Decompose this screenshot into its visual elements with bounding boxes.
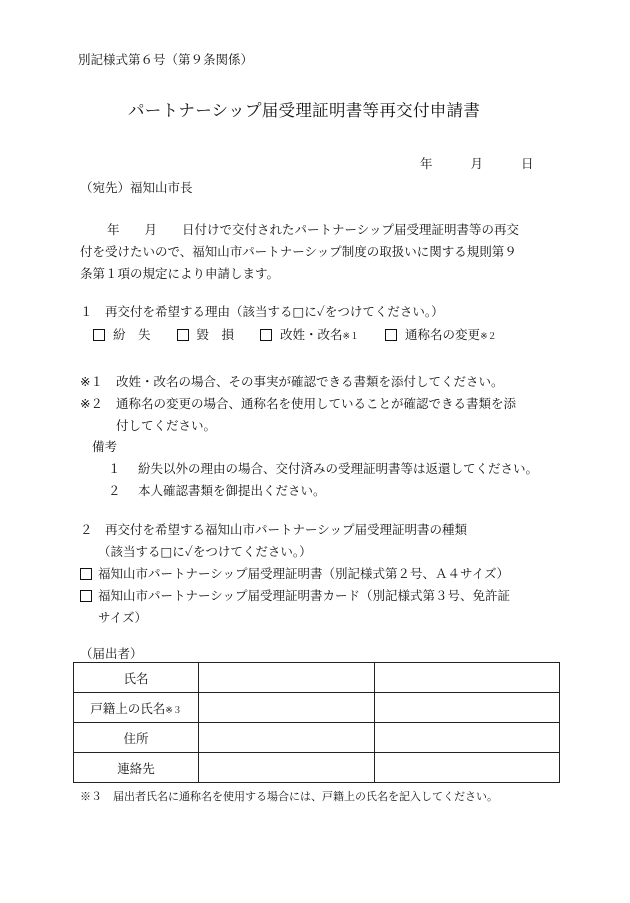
note-mark: ※２ (80, 396, 103, 411)
reason-option-name-change[interactable] (260, 329, 359, 342)
remarks-label: 備考 (92, 439, 118, 454)
table-row (74, 693, 560, 723)
note-text: 通称名の変更の場合、通称名を使用していることが確認できる書類を添 (116, 396, 517, 411)
date-month: 月 (470, 156, 484, 171)
form-number: 別記様式第６号（第９条関係） (78, 52, 254, 67)
remarks-block (92, 436, 538, 502)
checkbox-icon[interactable] (80, 568, 92, 580)
registered-name-cell-2[interactable] (375, 693, 560, 723)
date-day: 日 (521, 156, 534, 171)
reason-label: 紛 失 (113, 327, 151, 342)
cert-option-text: 福知山市パートナーシップ届受理証明書（別記様式第２号、Ａ４サイズ） (98, 566, 510, 581)
notifier-table (73, 662, 560, 783)
note-1 (80, 371, 516, 393)
note-text: 改姓・改名の場合、その事実が確認できる書類を添付してください。 (116, 374, 504, 389)
checkbox-icon[interactable] (260, 329, 272, 341)
certificate-type-options (80, 563, 510, 629)
row-label-registered-name: 戸籍上の氏名※３ (74, 693, 199, 723)
note-2 (80, 393, 516, 415)
remark-1 (92, 458, 538, 480)
body-line-1: 年 月 日付けで交付されたパートナーシップ届受理証明書等の再交 (107, 222, 520, 237)
reason-note: ※２ (480, 332, 497, 342)
table-row (74, 723, 560, 753)
section2-heading-block (80, 519, 467, 563)
remark-text: 紛失以外の理由の場合、交付済みの受理証明書等は返還してください。 (138, 461, 539, 476)
reason-option-lost[interactable] (93, 329, 151, 342)
reason-label: 改姓・改名 (280, 327, 343, 342)
date-year: 年 (420, 156, 433, 171)
date-line (420, 158, 534, 171)
cert-option-card-continued: サイズ） (98, 610, 148, 625)
table-row (74, 753, 560, 783)
notes-block (80, 371, 516, 437)
row-label-contact: 連絡先 (74, 753, 199, 783)
name-cell-2[interactable] (375, 663, 560, 693)
row-label-note: ※３ (165, 705, 182, 716)
reason-option-alias-change[interactable] (385, 329, 497, 342)
footnote: ※３ 届出者氏名に通称名を使用する場合には、戸籍上の氏名を記入してください。 (80, 790, 498, 803)
checkbox-icon[interactable] (80, 590, 92, 602)
remark-num: １ (108, 461, 121, 476)
reason-options (93, 329, 519, 342)
section1-heading: １ 再交付を希望する理由（該当する□に✓をつけてください。） (80, 304, 444, 319)
contact-cell-2[interactable] (375, 753, 560, 783)
note-mark: ※１ (80, 374, 103, 389)
addressee: （宛先）福知山市長 (80, 180, 193, 195)
remark-2 (92, 480, 538, 502)
checkbox-icon[interactable] (93, 329, 105, 341)
cert-option-card[interactable] (80, 585, 510, 607)
registered-name-cell-1[interactable] (199, 693, 375, 723)
cert-option-text: 福知山市パートナーシップ届受理証明書カード（別記様式第３号、免許証 (98, 588, 511, 603)
address-cell-2[interactable] (375, 723, 560, 753)
reason-option-damaged[interactable] (177, 329, 235, 342)
section2-subheading: （該当する□に✓をつけてください。） (98, 544, 312, 559)
table-row (74, 663, 560, 693)
body-paragraph (80, 219, 560, 285)
body-line-2: 付を受けたいので、福知山市パートナーシップ制度の取扱いに関する規則第９ (80, 244, 517, 259)
body-line-3: 条第１項の規定により申請します。 (80, 266, 280, 281)
checkbox-icon[interactable] (385, 329, 397, 341)
notifier-label: （届出者） (80, 646, 143, 661)
reason-label: 通称名の変更 (405, 327, 481, 342)
document-title: パートナーシップ届受理証明書等再交付申請書 (128, 101, 481, 120)
address-cell-1[interactable] (199, 723, 375, 753)
section2-heading: ２ 再交付を希望する福知山市パートナーシップ届受理証明書の種類 (80, 522, 468, 537)
note-2-continued: 付してください。 (116, 418, 217, 433)
remark-text: 本人確認書類を御提出ください。 (138, 483, 326, 498)
cert-option-a4[interactable] (80, 563, 510, 585)
row-label-address: 住所 (74, 723, 199, 753)
remark-num: ２ (108, 483, 121, 498)
name-cell-1[interactable] (199, 663, 375, 693)
checkbox-icon[interactable] (177, 329, 189, 341)
reason-note: ※１ (342, 332, 360, 342)
reason-label: 毀 損 (196, 327, 235, 342)
contact-cell-1[interactable] (199, 753, 375, 783)
row-label-name: 氏名 (74, 663, 199, 693)
